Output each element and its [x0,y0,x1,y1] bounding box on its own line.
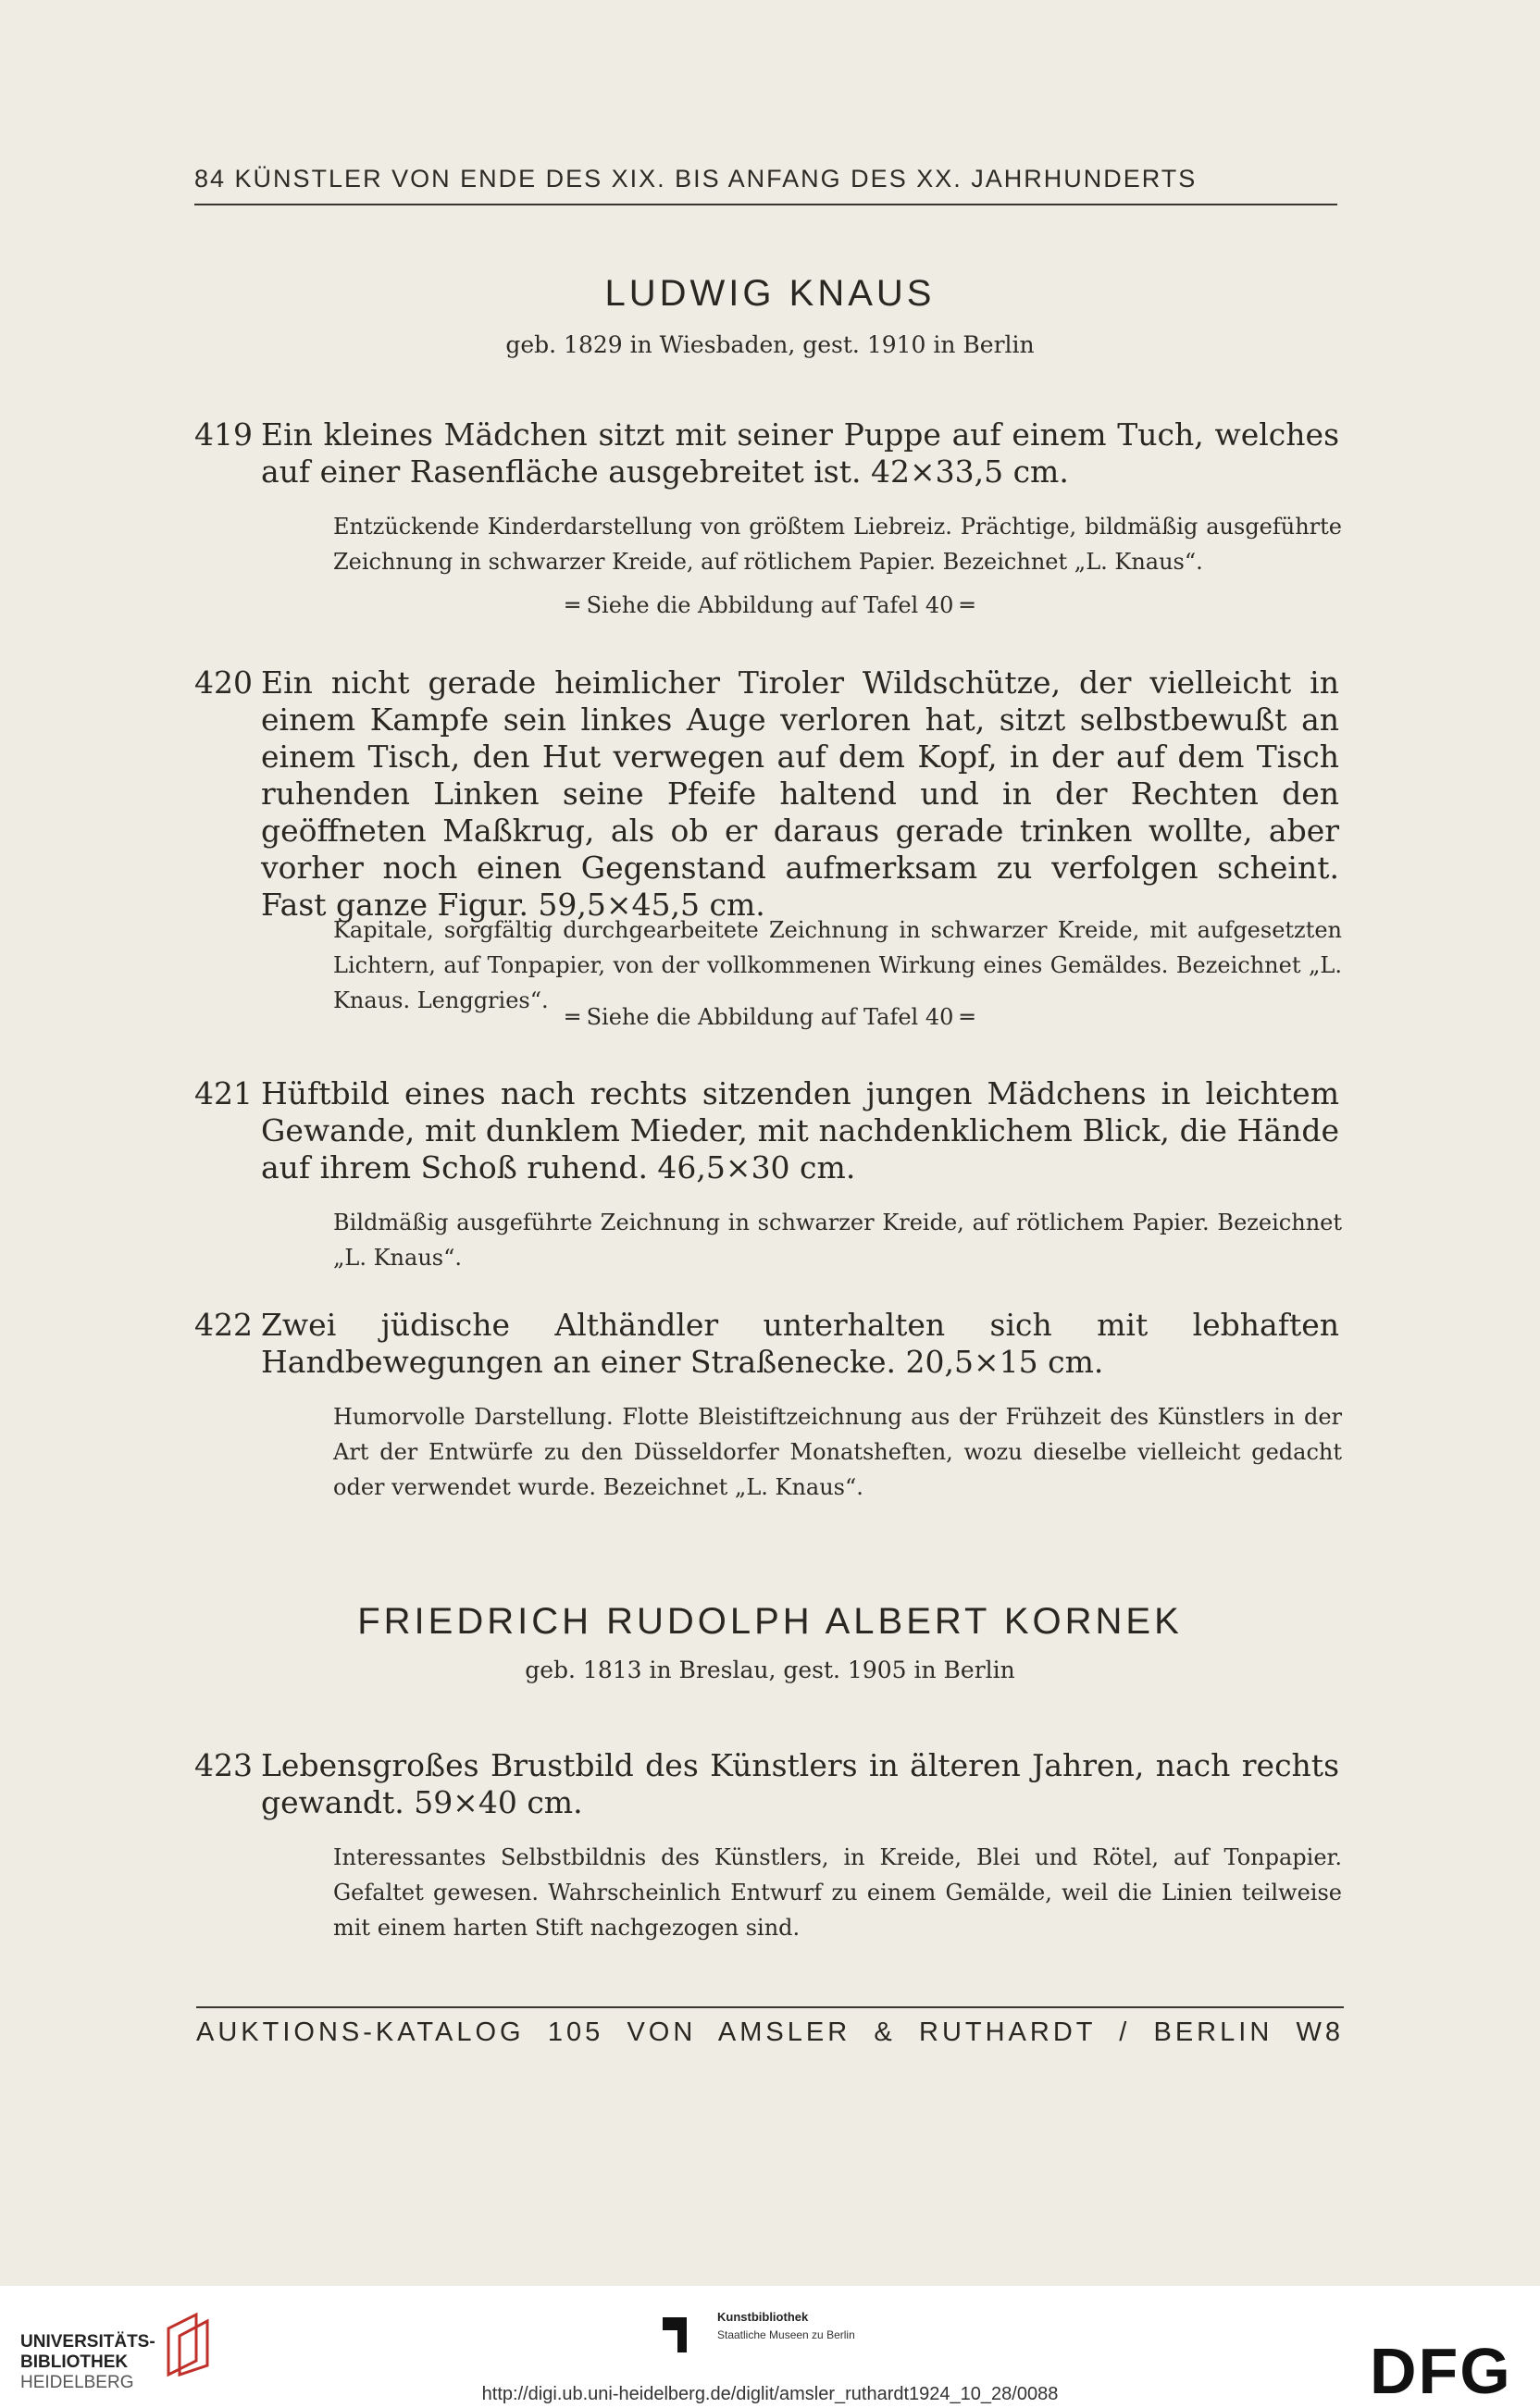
artist-name: FRIEDRICH RUDOLPH ALBERT KORNEK [357,1601,1183,1642]
lot-note: Humorvolle Darstellung. Flotte Bleistiftzeichnung aus der Frühzeit des Künstlers in der Art der Entwürfe zu den Düsseldorfer Monatsheften, wozu dieselbe vielleicht gedacht oder verwendet wurde. Bezeichnet „L. Knaus“. [333,1404,1342,1500]
kunstbibliothek-logo-icon [659,2310,711,2356]
footer-title: AUKTIONS-KATALOG 105 VON AMSLER & RUTHARDT / BERLIN W8 [196,2017,1344,2047]
header-rule [194,204,1337,205]
kunstbibliothek-subtitle: Staatliche Museen zu Berlin [717,2328,855,2341]
footer-rule [196,2006,1344,2008]
plate-reference: ═ Siehe die Abbildung auf Tafel 40 ═ [565,1004,975,1030]
lot-note: Kapitale, sorgfältig durchgearbeitete Zeichnung in schwarzer Kreide, mit aufgesetzten Lichtern, auf Tonpapier, von der vollkommenen Wirkung eines Gemäldes. Bezeichnet „L. Knaus. Lenggries“. [333,917,1342,1013]
permalink-url[interactable]: http://digi.ub.uni-heidelberg.de/diglit/amsler_ruthardt1924_10_28/0088 [481,2384,1059,2404]
lot-number: 422 [194,1307,253,1343]
uni-line-3: HEIDELBERG [20,2373,134,2392]
lot-description: Ein kleines Mädchen sitzt mit seiner Puppe auf einem Tuch, welches auf einer Rasenfläche ausgebreitet ist. 42×33,5 cm. [261,416,1339,490]
lot-description: Ein nicht gerade heimlicher Tiroler Wildschütze, der vielleicht in einem Kampfe sein linkes Auge verloren hat, sitzt selbstbewußt an einem Tisch, den Hut verwegen auf dem Kopf, in der auf dem Tisch ruhenden Linken seine Pfeife haltend und in der Rechten den geöffneten Maßkrug, als ob er daraus gerade trinken wollte, aber vorher noch einen Gegenstand aufmerksam zu verfolgen scheint. Fast ganze Figur. 59,5×45,5 cm. [261,664,1339,923]
lot-note: Bildmäßig ausgeführte Zeichnung in schwarzer Kreide, auf rötlichem Papier. Bezeichnet „L. Knaus“. [333,1210,1342,1271]
lot-note: Entzückende Kinderdarstellung von größtem Liebreiz. Prächtige, bildmäßig ausgeführte Zeichnung in schwarzer Kreide, auf rötlichem Papier. Bezeichnet „L. Knaus“. [333,514,1342,575]
artist-name: LUDWIG KNAUS [604,273,936,314]
uni-line-1: UNIVERSITÄTS- [20,2332,155,2352]
uni-line-2: BIBLIOTHEK [20,2352,129,2372]
lot-note: Interessantes Selbstbildnis des Künstlers, in Kreide, Blei und Rötel, auf Tonpapier. Gefaltet gewesen. Wahrscheinlich Entwurf zu einem Gemälde, weil die Linien teilweise mit einem harten Stift nachgezogen sind. [333,1844,1342,1941]
artist-dates: geb. 1813 in Breslau, gest. 1905 in Berlin [525,1657,1015,1683]
lot-number: 420 [194,664,253,701]
lot-number: 423 [194,1747,253,1783]
running-head: 84 KÜNSTLER VON ENDE DES XIX. BIS ANFANG DES XX. JAHRHUNDERTS [194,165,1198,192]
library-emblem-icon [159,2310,233,2384]
lot-description: Hüftbild eines nach rechts sitzenden jungen Mädchens in leichtem Gewande, mit dunklem Mieder, mit nachdenklichem Blick, die Hände auf ihrem Schoß ruhend. 46,5×30 cm. [261,1075,1339,1185]
lot-description: Lebensgroßes Brustbild des Künstlers in älteren Jahren, nach rechts gewandt. 59×40 cm. [261,1747,1339,1820]
kunstbibliothek-name: Kunstbibliothek [717,2310,809,2324]
artist-dates: geb. 1829 in Wiesbaden, gest. 1910 in Berlin [505,331,1035,358]
plate-reference: ═ Siehe die Abbildung auf Tafel 40 ═ [565,592,975,618]
lot-description: Zwei jüdische Althändler unterhalten sich mit lebhaften Handbewegungen an einer Straßenecke. 20,5×15 cm. [261,1307,1339,1380]
dfg-logo[interactable]: DFG [1370,2335,1512,2407]
lot-number: 419 [194,416,253,453]
lot-number: 421 [194,1075,253,1111]
